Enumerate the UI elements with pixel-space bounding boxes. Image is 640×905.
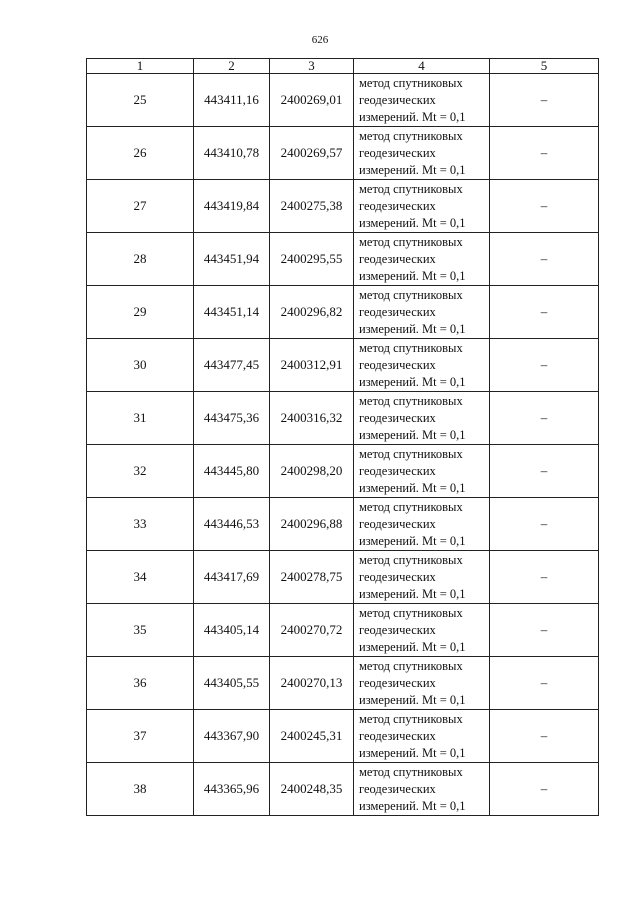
- method-text-line: метод спутниковых: [359, 711, 463, 726]
- method-cell: [354, 657, 490, 710]
- method-text-line: геодезических: [359, 728, 436, 743]
- y-coordinate-cell: 2400298,20: [270, 445, 354, 498]
- error-cell: –: [490, 710, 599, 763]
- y-coordinate-cell: 2400295,55: [270, 233, 354, 286]
- table-row: [87, 233, 599, 286]
- x-coordinate-cell: 443419,84: [194, 180, 270, 233]
- method-text-line: геодезических: [359, 410, 436, 425]
- method-cell: [354, 392, 490, 445]
- x-coordinate-cell: 443451,94: [194, 233, 270, 286]
- x-coordinate-cell: 443451,14: [194, 286, 270, 339]
- table-row: [87, 498, 599, 551]
- x-coordinate-cell: 443475,36: [194, 392, 270, 445]
- y-coordinate-cell: 2400296,88: [270, 498, 354, 551]
- point-number-cell: 33: [87, 498, 194, 551]
- method-text-line: измерений. Mt = 0,1: [359, 480, 466, 495]
- method-cell: [354, 233, 490, 286]
- method-text-line: измерений. Mt = 0,1: [359, 639, 466, 654]
- table-row: [87, 180, 599, 233]
- method-cell: [354, 710, 490, 763]
- method-text-line: измерений. Mt = 0,1: [359, 427, 466, 442]
- y-coordinate-cell: 2400270,72: [270, 604, 354, 657]
- table-row: [87, 763, 599, 816]
- x-coordinate-cell: 443417,69: [194, 551, 270, 604]
- method-text-line: метод спутниковых: [359, 658, 463, 673]
- method-text-line: метод спутниковых: [359, 128, 463, 143]
- method-text-line: метод спутниковых: [359, 499, 463, 514]
- error-cell: –: [490, 339, 599, 392]
- y-coordinate-cell: 2400269,01: [270, 74, 354, 127]
- y-coordinate-cell: 2400275,38: [270, 180, 354, 233]
- method-text-line: измерений. Mt = 0,1: [359, 215, 466, 230]
- y-coordinate-cell: 2400245,31: [270, 710, 354, 763]
- error-cell: –: [490, 74, 599, 127]
- method-text-line: измерений. Mt = 0,1: [359, 586, 466, 601]
- method-text-line: измерений. Mt = 0,1: [359, 109, 466, 124]
- table-row: [87, 657, 599, 710]
- table-row: [87, 604, 599, 657]
- table-body: [87, 74, 599, 816]
- x-coordinate-cell: 443411,16: [194, 74, 270, 127]
- y-coordinate-cell: 2400269,57: [270, 127, 354, 180]
- point-number-cell: 36: [87, 657, 194, 710]
- point-number-cell: 26: [87, 127, 194, 180]
- point-number-cell: 30: [87, 339, 194, 392]
- method-cell: [354, 604, 490, 657]
- method-cell: [354, 763, 490, 816]
- point-number-cell: 32: [87, 445, 194, 498]
- error-cell: –: [490, 763, 599, 816]
- method-text-line: геодезических: [359, 198, 436, 213]
- point-number-cell: 25: [87, 74, 194, 127]
- error-cell: –: [490, 551, 599, 604]
- coordinates-table: [86, 58, 599, 816]
- error-cell: –: [490, 445, 599, 498]
- method-text-line: измерений. Mt = 0,1: [359, 798, 466, 813]
- method-text-line: геодезических: [359, 622, 436, 637]
- method-text-line: геодезических: [359, 304, 436, 319]
- table-row: [87, 710, 599, 763]
- x-coordinate-cell: 443445,80: [194, 445, 270, 498]
- table-row: [87, 339, 599, 392]
- method-text-line: метод спутниковых: [359, 340, 463, 355]
- method-text-line: измерений. Mt = 0,1: [359, 374, 466, 389]
- y-coordinate-cell: 2400296,82: [270, 286, 354, 339]
- x-coordinate-cell: 443367,90: [194, 710, 270, 763]
- error-cell: –: [490, 498, 599, 551]
- method-text-line: метод спутниковых: [359, 287, 463, 302]
- method-text-line: измерений. Mt = 0,1: [359, 745, 466, 760]
- column-header-3: 3: [270, 59, 354, 74]
- point-number-cell: 35: [87, 604, 194, 657]
- method-text-line: измерений. Mt = 0,1: [359, 268, 466, 283]
- method-cell: [354, 498, 490, 551]
- method-text-line: метод спутниковых: [359, 75, 463, 90]
- table-header-row: [87, 59, 599, 74]
- y-coordinate-cell: 2400248,35: [270, 763, 354, 816]
- y-coordinate-cell: 2400312,91: [270, 339, 354, 392]
- error-cell: –: [490, 604, 599, 657]
- column-header-4: 4: [354, 59, 490, 74]
- x-coordinate-cell: 443446,53: [194, 498, 270, 551]
- error-cell: –: [490, 657, 599, 710]
- error-cell: –: [490, 392, 599, 445]
- x-coordinate-cell: 443405,14: [194, 604, 270, 657]
- point-number-cell: 27: [87, 180, 194, 233]
- point-number-cell: 38: [87, 763, 194, 816]
- x-coordinate-cell: 443405,55: [194, 657, 270, 710]
- method-text-line: измерений. Mt = 0,1: [359, 692, 466, 707]
- method-text-line: геодезических: [359, 251, 436, 266]
- table-row: [87, 127, 599, 180]
- method-text-line: метод спутниковых: [359, 552, 463, 567]
- table-row: [87, 74, 599, 127]
- point-number-cell: 29: [87, 286, 194, 339]
- method-text-line: метод спутниковых: [359, 181, 463, 196]
- method-text-line: геодезических: [359, 569, 436, 584]
- error-cell: –: [490, 233, 599, 286]
- method-text-line: геодезических: [359, 516, 436, 531]
- method-text-line: измерений. Mt = 0,1: [359, 162, 466, 177]
- method-text-line: метод спутниковых: [359, 393, 463, 408]
- page-number: 626: [311, 34, 329, 46]
- method-text-line: геодезических: [359, 463, 436, 478]
- method-cell: [354, 445, 490, 498]
- table-row: [87, 551, 599, 604]
- method-text-line: геодезических: [359, 781, 436, 796]
- method-text-line: измерений. Mt = 0,1: [359, 321, 466, 336]
- method-text-line: геодезических: [359, 145, 436, 160]
- column-header-5: 5: [490, 59, 599, 74]
- table-row: [87, 286, 599, 339]
- x-coordinate-cell: 443477,45: [194, 339, 270, 392]
- method-text-line: измерений. Mt = 0,1: [359, 533, 466, 548]
- method-cell: [354, 551, 490, 604]
- x-coordinate-cell: 443365,96: [194, 763, 270, 816]
- y-coordinate-cell: 2400278,75: [270, 551, 354, 604]
- method-text-line: геодезических: [359, 92, 436, 107]
- method-cell: [354, 180, 490, 233]
- table-row: [87, 392, 599, 445]
- y-coordinate-cell: 2400270,13: [270, 657, 354, 710]
- error-cell: –: [490, 180, 599, 233]
- table-row: [87, 445, 599, 498]
- point-number-cell: 37: [87, 710, 194, 763]
- x-coordinate-cell: 443410,78: [194, 127, 270, 180]
- method-cell: [354, 127, 490, 180]
- method-text-line: геодезических: [359, 357, 436, 372]
- point-number-cell: 28: [87, 233, 194, 286]
- method-text-line: метод спутниковых: [359, 234, 463, 249]
- method-text-line: метод спутниковых: [359, 446, 463, 461]
- error-cell: –: [490, 127, 599, 180]
- point-number-cell: 31: [87, 392, 194, 445]
- point-number-cell: 34: [87, 551, 194, 604]
- method-cell: [354, 339, 490, 392]
- method-text-line: геодезических: [359, 675, 436, 690]
- column-header-2: 2: [194, 59, 270, 74]
- method-text-line: метод спутниковых: [359, 764, 463, 779]
- error-cell: –: [490, 286, 599, 339]
- y-coordinate-cell: 2400316,32: [270, 392, 354, 445]
- method-text-line: метод спутниковых: [359, 605, 463, 620]
- method-cell: [354, 74, 490, 127]
- column-header-1: 1: [87, 59, 194, 74]
- method-cell: [354, 286, 490, 339]
